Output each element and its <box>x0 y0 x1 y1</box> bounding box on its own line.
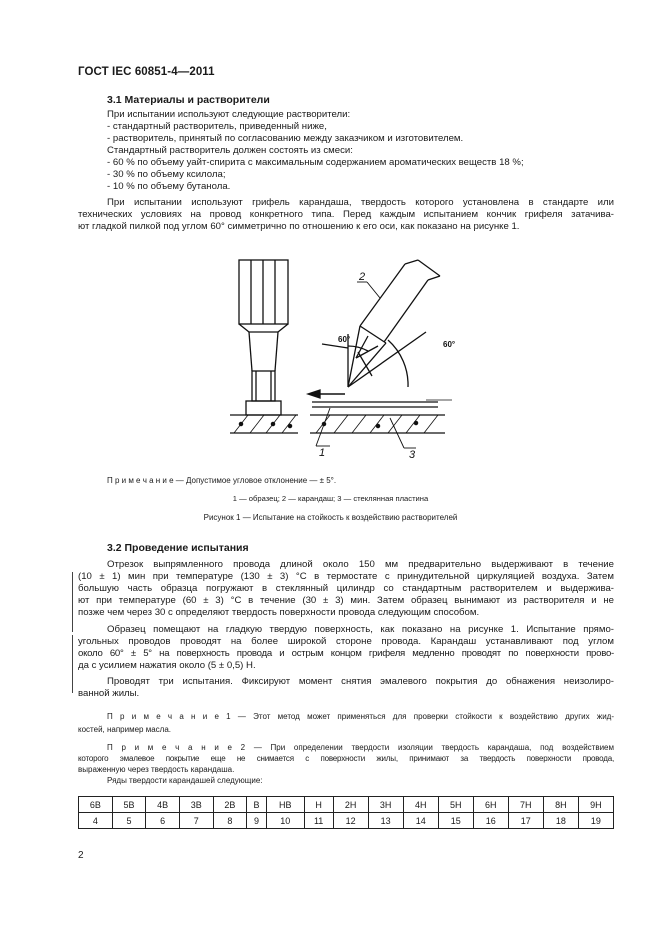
table-cell: 4 <box>79 813 113 829</box>
table-cell: 7H <box>508 797 543 813</box>
right-glass-plate <box>310 415 445 433</box>
left-glass-plate <box>230 415 298 433</box>
text-line: Отрезок выпрямленного провода длиной около 150 мм предварительно выдерживают в течение <box>107 559 614 570</box>
text-line: - стандартный растворитель, приведенный ниже, <box>107 121 327 132</box>
text-line: угольных проводов проводят на более широкой стороне провода. Карандаш устанавливают под углом <box>78 636 614 647</box>
table-cell: 19 <box>578 813 613 829</box>
table-cell: 5H <box>438 797 473 813</box>
figure-label-3: 3 <box>409 449 416 461</box>
specimen-wire <box>312 402 438 407</box>
section-3-2-paragraph-3 <box>78 676 614 700</box>
text-line: да с усилием нажатия около (5 ± 0,5) Н. <box>78 660 256 671</box>
vertical-pencil-holder <box>239 260 288 415</box>
change-bar <box>72 572 73 632</box>
table-cell: 8 <box>213 813 247 829</box>
text-line: выраженную через твердость карандаша. <box>78 765 235 774</box>
table-cell: 9 <box>247 813 267 829</box>
section-3-1-list <box>107 109 524 193</box>
figure-label-2: 2 <box>359 271 366 283</box>
text-line: ют при температуре (60 ± 3) °С в течение (30 ± 3) мин. Затем образец вынимают из растворителя и не <box>78 595 614 606</box>
text-line: позже чем через 30 с определяют твердость поверхности провода следующим способом. <box>78 607 480 618</box>
page-number: 2 <box>78 850 84 861</box>
text-line: - 30 % по объему ксилола; <box>107 169 226 180</box>
table-cell: 4B <box>146 797 180 813</box>
leader-line-1 <box>316 408 330 446</box>
table-cell: 6H <box>473 797 508 813</box>
table-cell: 2B <box>213 797 247 813</box>
text-line: большую часть образца погружают в стеклянный цилиндр со стандартным растворителем и выдержива- <box>78 583 614 594</box>
figure-label-1: 1 <box>319 447 326 459</box>
table-row-hardness <box>79 797 614 813</box>
leader-line-2 <box>367 282 380 298</box>
text-line: костей, например масла. <box>78 725 172 734</box>
note-1 <box>78 710 614 736</box>
direction-arrow <box>308 390 345 398</box>
table-cell: H <box>304 797 333 813</box>
text-line: П р и м е ч а н и е 1 — Этот метод может применяться для проверки стойкости к воздействию других жид- <box>107 712 614 721</box>
pencil-rows-intro: Ряды твердости карандашей следующие: <box>107 776 263 785</box>
table-cell: 5 <box>112 813 146 829</box>
table-cell: 3B <box>179 797 213 813</box>
section-3-1-paragraph-2 <box>78 197 614 233</box>
text-line: (10 ± 1) мин при температуре (130 ± 3) °С в термостате с принудительной циркуляцией воздуха. Затем <box>78 571 614 582</box>
table-cell: 9H <box>578 797 613 813</box>
text-line: Стандартный растворитель должен состоять из смеси: <box>107 145 353 156</box>
table-cell: 15 <box>438 813 473 829</box>
table-cell: 18 <box>543 813 578 829</box>
change-bar <box>72 635 73 693</box>
table-cell: HB <box>266 797 304 813</box>
text-line: П р и м е ч а н и е 2 — При определении твердости изоляции твердость карандаша, под воздействием <box>107 743 614 752</box>
angle-label-small: 60° <box>338 335 351 344</box>
table-cell: 2H <box>333 797 368 813</box>
table-cell: 14 <box>403 813 438 829</box>
text-line: При испытании используют следующие растворители: <box>107 109 351 120</box>
table-cell: B <box>247 797 267 813</box>
table-cell: 8H <box>543 797 578 813</box>
note-2 <box>78 742 614 786</box>
table-cell: 4H <box>403 797 438 813</box>
text-line: ванной жилы. <box>78 688 140 699</box>
text-line: Проводят три испытания. Фиксируют момент снятия эмалевого покрытия до обнажения неизолиро- <box>107 676 614 687</box>
section-3-2-paragraph-2 <box>78 624 614 672</box>
table-cell: 10 <box>266 813 304 829</box>
text-line: технических условиях на провод конкретного типа. Перед каждым испытанием кончик грифеля затачива- <box>78 209 614 220</box>
text-line: - 10 % по объему бутанола. <box>107 181 231 192</box>
text-line: около 60° ± 5° на поверхность провода и острым концом грифеля медленно проводят по поверхности прово- <box>78 648 614 659</box>
document-header: ГОСТ IEC 60851-4—2011 <box>78 66 215 78</box>
table-cell: 6B <box>79 797 113 813</box>
figure-1-drawing <box>220 250 460 465</box>
figure-caption: Рисунок 1 — Испытание на стойкость к воздействию растворителей <box>203 513 458 522</box>
text-line: которого эмалевое покрытие еще не снимается с поверхности жилы, принимают за твердость поверхности провода, <box>78 754 614 763</box>
table-cell: 7 <box>179 813 213 829</box>
text-line: При испытании используют грифель карандаша, твердость которого установлена в стандарте или <box>107 197 614 208</box>
table-row-numbers <box>79 813 614 829</box>
table-cell: 16 <box>473 813 508 829</box>
table-cell: 12 <box>333 813 368 829</box>
table-cell: 17 <box>508 813 543 829</box>
text-line: Образец помещают на гладкую твердую поверхность, как показано на рисунке 1. Испытание прямо- <box>107 624 614 635</box>
pencil-hardness-table <box>78 796 614 829</box>
figure-legend: 1 — образец; 2 — карандаш; 3 — стеклянная пластина <box>232 494 429 503</box>
table-cell: 6 <box>146 813 180 829</box>
text-line: ют гладкой пилкой под углом 60° симметрично по отношению к его оси, как показано на рисунке 1. <box>78 221 520 232</box>
table-cell: 3H <box>368 797 403 813</box>
text-line: - растворитель, принятый по согласованию между заказчиком и изготовителем. <box>107 133 464 144</box>
figure-note: П р и м е ч а н и е — Допустимое угловое отклонение — ± 5°. <box>107 476 337 485</box>
section-3-2-paragraph-1 <box>78 559 614 619</box>
text-line: - 60 % по объему уайт-спирита с максимальным содержанием ароматических веществ 18 %; <box>107 157 524 168</box>
section-3-1-title: 3.1 Материалы и растворители <box>107 94 270 106</box>
table-cell: 13 <box>368 813 403 829</box>
section-3-2-title: 3.2 Проведение испытания <box>107 542 249 554</box>
table-cell: 5B <box>112 797 146 813</box>
angle-label-large: 60° <box>443 340 456 349</box>
table-cell: 11 <box>304 813 333 829</box>
